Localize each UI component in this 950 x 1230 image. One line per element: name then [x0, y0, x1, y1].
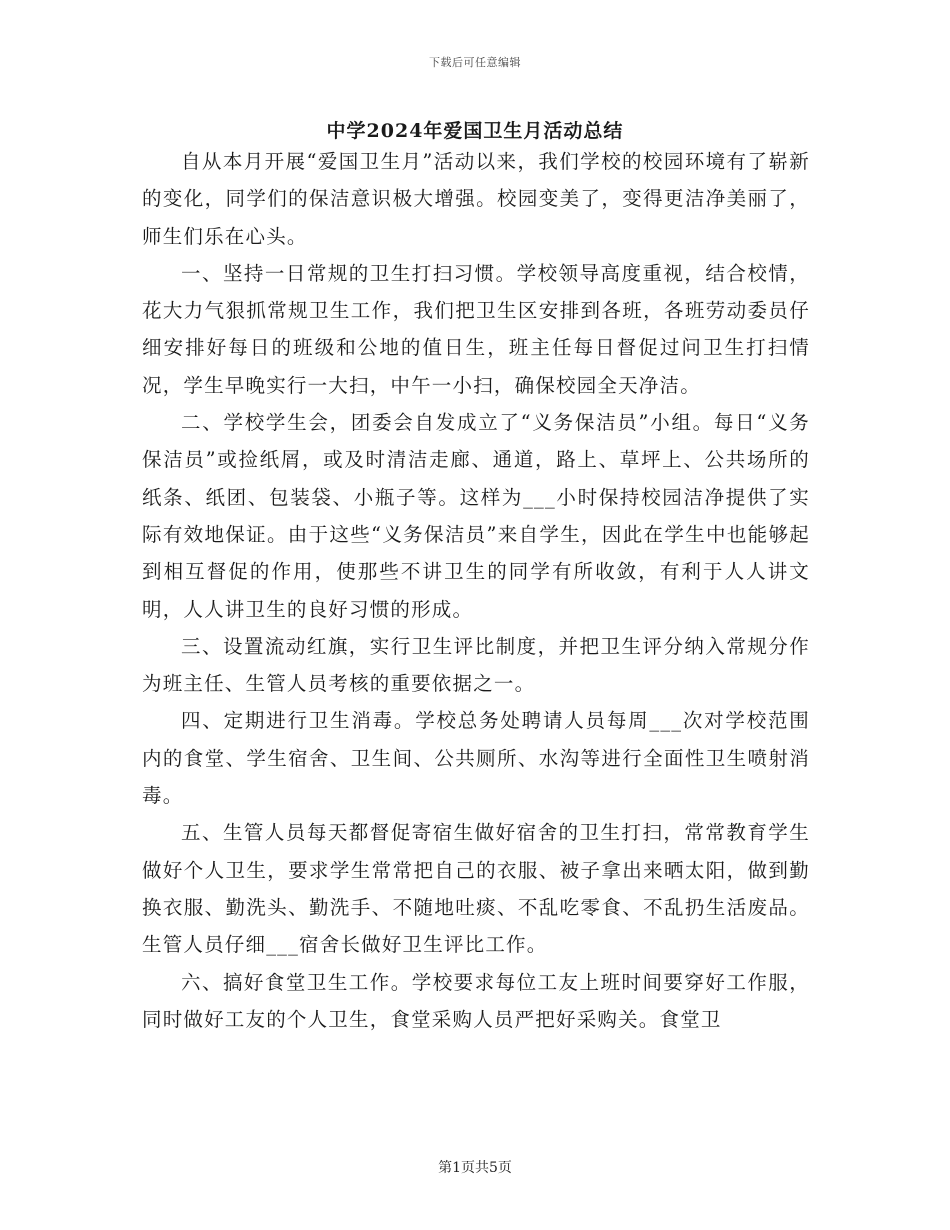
paragraph-intro: 自从本月开展“爱国卫生月”活动以来，我们学校的校园环境有了崭新的变化，同学们的保洁意识极大增强。校园变美了，变得更洁净美丽了，师生们乐在心头。 — [142, 150, 810, 248]
paragraph-section-2: 二、学校学生会，团委会自发成立了“义务保洁员”小组。每日“义务保洁员”或捡纸屑，或及时清洁走廊、通道，路上、草坪上、公共场所的纸条、纸团、包装袋、小瓶子等。这样为___小时保持校园洁净提供了实际有效地保证。由于这些“义务保洁员”来自学生，因此在学生中也能够起到相互督促的作用，使那些不讲卫生的同学有所收敛，有利于人人讲文明，人人讲卫生的良好习惯的形成。 — [142, 411, 810, 621]
paragraph-section-4: 四、定期进行卫生消毒。学校总务处聘请人员每周___次对学校范围内的食堂、学生宿舍、卫生间、公共厕所、水沟等进行全面性卫生喷射消毒。 — [142, 709, 810, 808]
header-note: 下载后可任意编辑 — [429, 56, 521, 69]
paragraph-section-5: 五、生管人员每天都督促寄宿生做好宿舍的卫生打扫，常常教育学生做好个人卫生，要求学生常常把自己的衣服、被子拿出来晒太阳，做到勤换衣服、勤洗头、勤洗手、不随地吐痰、不乱吃零食、不乱扔生活废品。生管人员仔细___宿舍长做好卫生评比工作。 — [142, 821, 810, 957]
document-body — [142, 143, 810, 1038]
paragraph-section-6: 六、搞好食堂卫生工作。学校要求每位工友上班时间要穿好工作服，同时做好工友的个人卫生，食堂采购人员严把好采购关。食堂卫 — [142, 970, 810, 1031]
paragraph-section-3: 三、设置流动红旗，实行卫生评比制度，并把卫生评分纳入常规分作为班主任、生管人员考核的重要依据之一。 — [142, 634, 810, 696]
paragraph-section-1: 一、坚持一日常规的卫生打扫习惯。学校领导高度重视，结合校情，花大力气狠抓常规卫生工作，我们把卫生区安排到各班，各班劳动委员仔细安排好每日的班级和公地的值日生，班主任每日督促过问卫生打扫情况，学生早晚实行一大扫，中午一小扫，确保校园全天净洁。 — [142, 261, 810, 397]
document-title: 中学2024年爱国卫生月活动总结 — [326, 120, 624, 142]
page-number: 第1页共5页 — [438, 1160, 512, 1176]
